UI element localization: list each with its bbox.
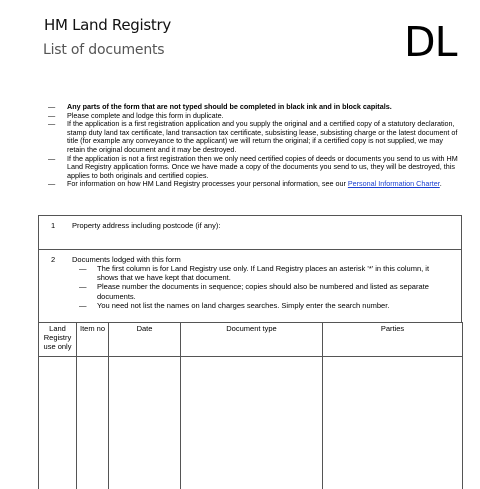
property-address-panel[interactable]	[38, 215, 462, 250]
col-land-registry-use: Land Registry use only	[39, 323, 77, 357]
col-document-type: Document type	[181, 323, 323, 357]
cell-document-type[interactable]	[181, 357, 323, 489]
form-title: List of documents	[43, 42, 164, 58]
guidance-item: — You need not list the names on land charges searches. Simply enter the search number.	[79, 301, 449, 310]
cell-land-registry-use	[39, 357, 77, 489]
cell-item-no[interactable]	[77, 357, 109, 489]
table-row	[39, 357, 463, 489]
table-header-row	[39, 323, 463, 357]
instructions-list	[48, 103, 460, 189]
col-parties: Parties	[323, 323, 463, 357]
documents-guidance-list	[79, 264, 449, 310]
documents-lodged-label: Documents lodged with this form	[72, 255, 181, 264]
cell-date[interactable]	[109, 357, 181, 489]
guidance-item: — Please number the documents in sequence; copies should also be numbered and listed as separate documents.	[79, 282, 449, 300]
instruction-item: — Please complete and lodge this form in duplicate.	[48, 112, 460, 121]
cell-parties[interactable]	[323, 357, 463, 489]
organisation-name: HM Land Registry	[44, 16, 171, 34]
guidance-item: — The first column is for Land Registry use only. If Land Registry places an asterisk '*' in this column, it shows that we have kept that document.	[79, 264, 449, 282]
instruction-item: — If the application is a first registration application and you supply the original and a certified copy of a statutory declaration, stamp duty land tax certificate, land transaction tax certificate, subsisting lease, subsisting charge or the latest document of title (for example any conveyance to the applicant) we will return the original; if a certified copy is not supplied, we may retain the original document and it may be destroyed.	[48, 120, 460, 154]
instruction-item: — For information on how HM Land Registry processes your personal information, see our Personal Information Charter.	[48, 180, 460, 189]
col-date: Date	[109, 323, 181, 357]
form-code: DL	[404, 22, 456, 63]
panel-number: 1	[51, 221, 55, 230]
panel-number: 2	[51, 255, 55, 264]
documents-lodged-panel	[38, 249, 462, 323]
privacy-charter-link[interactable]: Personal Information Charter	[348, 179, 440, 188]
col-item-no: Item no	[77, 323, 109, 357]
property-address-label: Property address including postcode (if any):	[72, 221, 220, 230]
documents-table	[38, 322, 463, 489]
instruction-item: — If the application is not a first registration then we only need certified copies of deeds or documents you send to us with HM Land Registry application forms. Once we have made a copy of the documents you send to us, they will be destroyed, this applies to both originals and certified copies.	[48, 155, 460, 181]
instruction-item: — Any parts of the form that are not typed should be completed in black ink and in block capitals.	[48, 103, 460, 112]
